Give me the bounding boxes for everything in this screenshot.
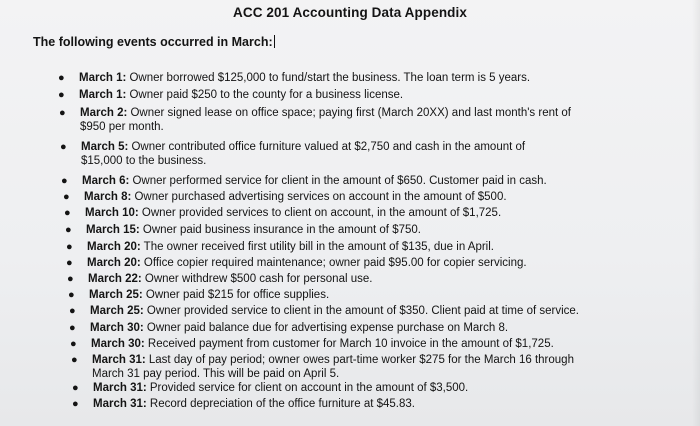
list-item: [58, 88, 599, 102]
bullet-icon: ●: [66, 257, 73, 269]
event-text: Owner paid $215 for office supplies.: [142, 289, 330, 301]
event-text: Owner paid $250 to the county for a business license.: [126, 89, 404, 101]
event-date: March 31:: [93, 398, 147, 410]
bullet-icon: ●: [65, 224, 72, 236]
page-title: ACC 201 Accounting Data Appendix: [233, 5, 467, 20]
event-date: March 1:: [79, 89, 127, 101]
event-date: March 30:: [91, 338, 145, 350]
event-date: March 2:: [80, 107, 128, 119]
event-text: Office copier required maintenance; owner paid $95.00 for copier servicing.: [140, 257, 527, 269]
event-date: March 8:: [84, 191, 132, 203]
list-item: [65, 223, 606, 237]
list-item: [72, 397, 613, 411]
event-date: March 6:: [82, 175, 130, 187]
list-item: [69, 304, 620, 318]
event-text: The owner received first utility bill in the amount of $135, due in April.: [140, 241, 494, 253]
event-text: Owner borrowed $125,000 to fund/start the business. The loan term is 5 years.: [126, 72, 531, 84]
list-item: [60, 140, 553, 168]
bullet-icon: ●: [60, 141, 67, 153]
list-item: [63, 190, 604, 204]
event-text: Owner purchased advertising services on account in the amount of $500.: [131, 191, 507, 203]
event-date: March 20:: [87, 241, 141, 253]
event-text: Received payment from customer for March 10 invoice in the amount of $1,725.: [144, 338, 554, 350]
list-item: [61, 174, 602, 188]
bullet-icon: ●: [72, 398, 79, 410]
list-item: [69, 321, 610, 335]
bullet-icon: ●: [58, 72, 65, 84]
event-text: Record depreciation of the office furniture at $45.83.: [146, 398, 415, 410]
bullet-icon: ●: [68, 289, 75, 301]
bullet-icon: ●: [61, 175, 68, 187]
event-text: Owner signed lease on office space; paying first (March 20XX) and last month's rent of $950 per month.: [80, 107, 571, 133]
event-text: Owner paid business insurance in the amount of $750.: [139, 224, 421, 236]
list-item: [59, 106, 588, 134]
list-item: [68, 288, 609, 302]
event-date: March 22:: [88, 273, 142, 285]
event-date: March 25:: [89, 289, 143, 301]
intro-label: The following events occurred in March:: [33, 35, 273, 49]
event-text: Provided service for client on account in the amount of $3,500.: [146, 382, 469, 394]
list-item: [71, 353, 592, 381]
list-item: [72, 381, 613, 395]
event-text: Owner withdrew $500 cash for personal use.: [141, 273, 373, 285]
event-date: March 20:: [87, 257, 141, 269]
event-date: March 10:: [85, 207, 139, 219]
list-item: [66, 240, 607, 254]
event-date: March 31:: [93, 382, 147, 394]
bullet-icon: ●: [63, 191, 70, 203]
event-text: Owner paid balance due for advertising expense purchase on March 8.: [143, 322, 509, 334]
bullet-icon: ●: [69, 322, 76, 334]
list-item: [64, 206, 605, 220]
bullet-icon: ●: [59, 107, 66, 119]
event-date: March 15:: [86, 224, 140, 236]
bullet-icon: ●: [70, 338, 77, 350]
bullet-icon: ●: [66, 241, 73, 253]
text-cursor: [274, 35, 275, 48]
list-item: [58, 71, 599, 85]
event-date: March 25:: [90, 305, 144, 317]
list-item: [67, 272, 608, 286]
event-date: March 31:: [92, 354, 146, 366]
page-edge-shadow: [692, 0, 700, 426]
event-date: March 5:: [81, 141, 129, 153]
event-date: March 1:: [79, 72, 127, 84]
event-text: Owner performed service for client in the amount of $650. Customer paid in cash.: [129, 175, 547, 187]
event-text: Last day of pay period; owner owes part-time worker $275 for the March 16 through March 31 pay period. This will be paid on April 5.: [92, 354, 574, 380]
bullet-icon: ●: [72, 382, 79, 394]
bullet-icon: ●: [64, 207, 71, 219]
bullet-icon: ●: [58, 89, 65, 101]
intro-text: [33, 35, 275, 49]
list-item: [66, 256, 607, 270]
event-text: Owner contributed office furniture valued at $2,750 and cash in the amount of $15,000 to the business.: [81, 141, 526, 167]
bullet-icon: ●: [69, 305, 76, 317]
event-date: March 30:: [90, 322, 144, 334]
event-text: Owner provided service to client in the amount of $350. Client paid at time of service.: [143, 305, 579, 317]
event-text: Owner provided services to client on account, in the amount of $1,725.: [138, 207, 502, 219]
bullet-icon: ●: [71, 354, 78, 366]
list-item: [70, 337, 611, 351]
bullet-icon: ●: [67, 273, 74, 285]
